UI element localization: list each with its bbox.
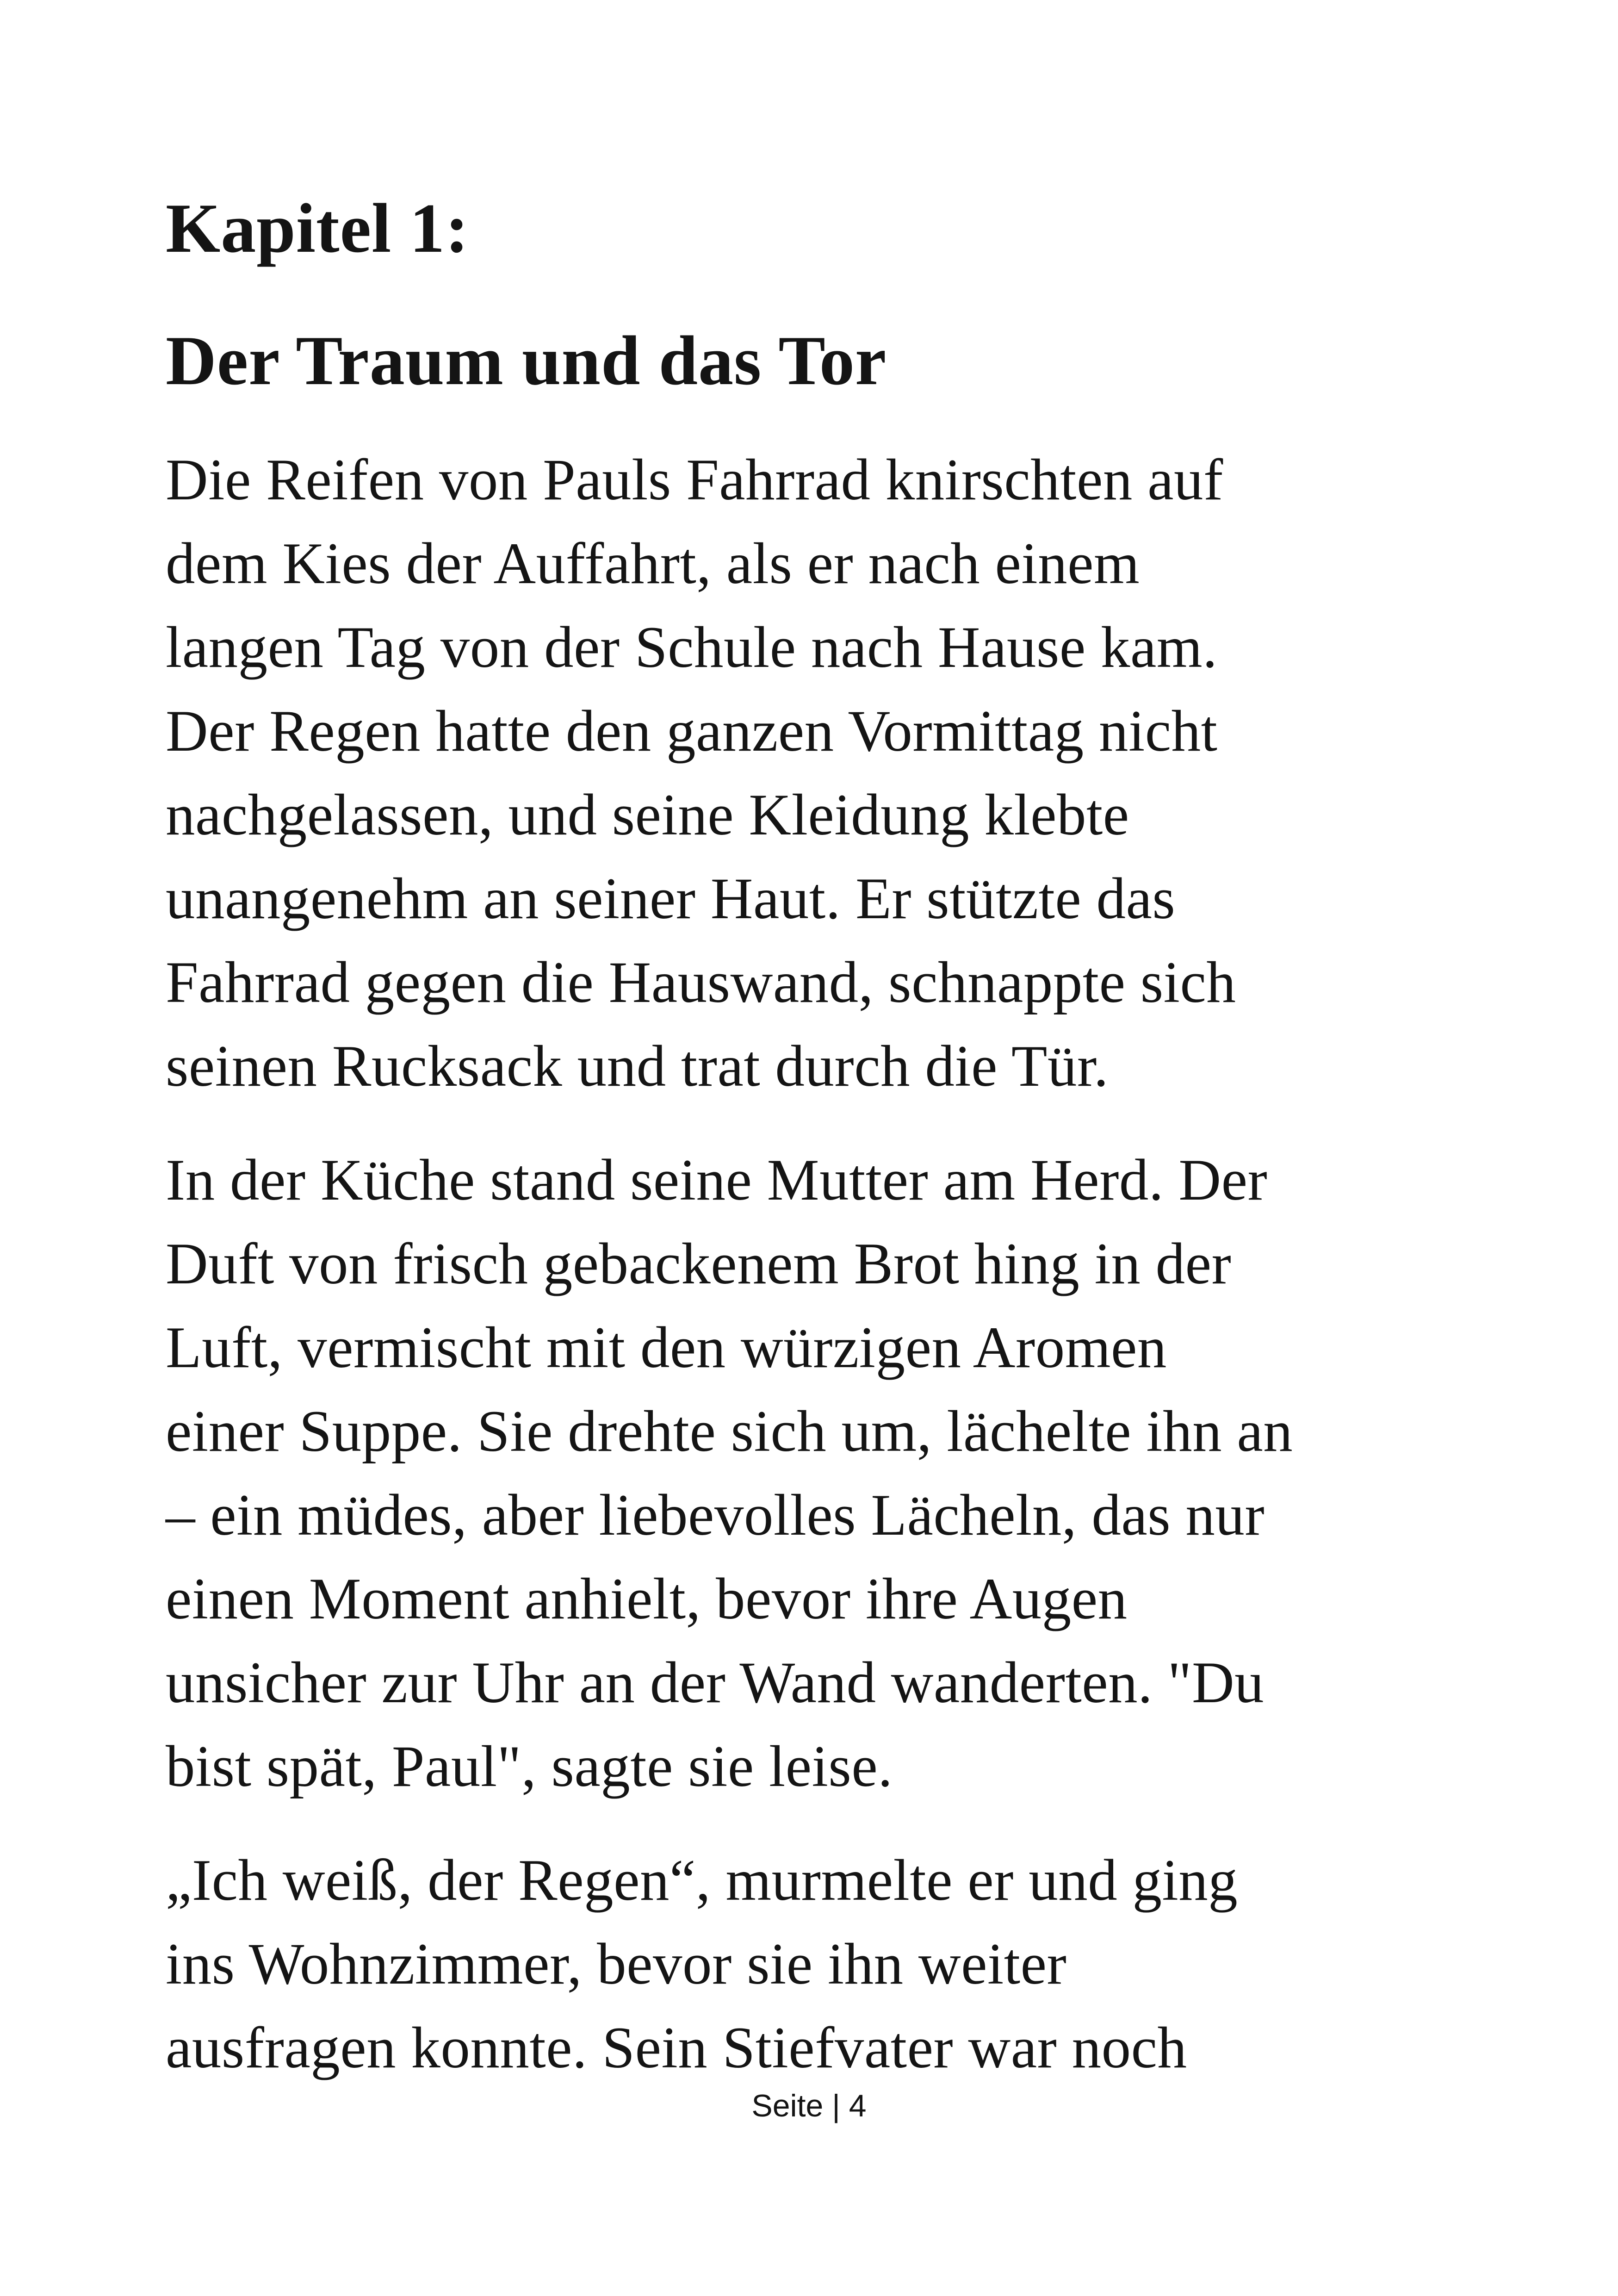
text-line: seinen Rucksack und trat durch die Tür. xyxy=(166,1034,1109,1099)
page-content xyxy=(166,183,1475,2120)
text-line: „Ich weiß, der Regen“, murmelte er und ging xyxy=(166,1848,1238,1913)
text-line: bist spät, Paul", sagte sie leise. xyxy=(166,1734,893,1799)
text-line: Duft von frisch gebackenem Brot hing in der xyxy=(166,1232,1232,1296)
text-line: einer Suppe. Sie drehte sich um, lächelte ihn an xyxy=(166,1399,1293,1464)
page-number: Seite | 4 xyxy=(751,2088,867,2123)
text-line: Fahrrad gegen die Hauswand, schnappte sich xyxy=(166,950,1236,1015)
chapter-heading xyxy=(166,183,1475,406)
text-line: unangenehm an seiner Haut. Er stützte das xyxy=(166,866,1176,931)
text-line: unsicher zur Uhr an der Wand wanderten. "Du xyxy=(166,1650,1265,1715)
text-line: nachgelassen, und seine Kleidung klebte xyxy=(166,783,1129,847)
paragraph-3 xyxy=(166,1839,1475,2090)
text-line: ausfragen konnte. Sein Stiefvater war noch xyxy=(166,2016,1187,2080)
text-line: langen Tag von der Schule nach Hause kam. xyxy=(166,615,1218,680)
page-footer xyxy=(0,2085,1618,2127)
text-line: In der Küche stand seine Mutter am Herd. Der xyxy=(166,1148,1268,1213)
text-line: ins Wohnzimmer, bevor sie ihn weiter xyxy=(166,1932,1067,1997)
body-text xyxy=(166,438,1475,2090)
text-line: Die Reifen von Pauls Fahrrad knirschten auf xyxy=(166,448,1223,512)
paragraph-2 xyxy=(166,1139,1475,1809)
text-line: Der Regen hatte den ganzen Vormittag nicht xyxy=(166,699,1218,764)
text-line: einen Moment anhielt, bevor ihre Augen xyxy=(166,1567,1128,1631)
chapter-title: Der Traum und das Tor xyxy=(166,322,887,399)
text-line: dem Kies der Auffahrt, als er nach einem xyxy=(166,531,1140,596)
text-line: Luft, vermischt mit den würzigen Aromen xyxy=(166,1315,1167,1380)
paragraph-1 xyxy=(166,438,1475,1108)
chapter-number: Kapitel 1: xyxy=(166,189,469,267)
text-line: – ein müdes, aber liebevolles Lächeln, das nur xyxy=(166,1483,1265,1548)
